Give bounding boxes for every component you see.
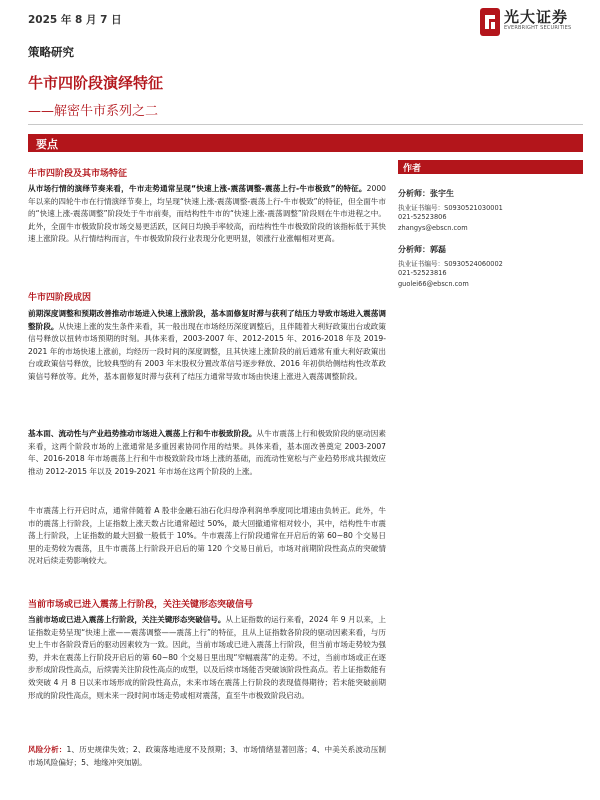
author-label: 作者	[403, 164, 422, 174]
department-label: 策略研究	[28, 45, 74, 59]
paragraph-rapid-rise	[28, 308, 386, 384]
section-heading-four-stages: 牛市四阶段及其市场特征	[28, 169, 128, 179]
brand-emblem-icon	[480, 8, 500, 36]
paragraph-lead: 前期深度调整和预期改善推动市场进入快速上涨阶段，基本面修复时滞与获利了结压力导致市场进入震荡调整阶段。	[28, 309, 386, 331]
report-subtitle: ——解密牛市系列之二	[28, 104, 159, 119]
risk-analysis	[28, 744, 386, 769]
analyst-name: 分析师：郭磊	[398, 245, 446, 254]
summary-header-bar	[28, 134, 583, 152]
paragraph-lead: 当前市场或已进入震荡上行阶段，关注关键形态突破信号。	[28, 615, 226, 624]
paragraph-body: 从上证指数的运行来看，2024 年 9 月以来，上证指数走势呈现“快速上涨——震荡调整——震荡上行”的特征，且从上证指数各阶段的驱动因素来看，与历史上牛市各阶段背后的驱动因素较为一致。因此，当前市场或已进入震荡上行阶段，但当前市场走势较为强势，并未在震荡上行阶段开启后的第 60~80 个交易日里出现“窄幅震荡”的走势。不过，当前市场或正在逐步形成阶段性高点，后续需关注阶段性高点的成型，以及后续市场能否突破该阶段性高点。若上证指数能有效突破 4 月 8 日以来市场形成的阶段性高点，未来市场在震荡上行阶段的表现值得期待；若未能突破前期形成的阶段性高点，则未来一段时间市场走势或相对震荡，直至牛市极致阶段启动。	[28, 615, 387, 700]
brand-name-cn: 光大证券	[504, 8, 569, 26]
analyst-email[interactable]: guolei66@ebscn.com	[398, 280, 469, 288]
risk-label: 风险分析：	[28, 745, 67, 754]
paragraph-lead: 基本面、流动性与产业趋势推动市场进入震荡上行和牛市极致阶段。	[28, 429, 257, 438]
section-heading-current-market: 当前市场或已进入震荡上行阶段，关注关键形态突破信号	[28, 600, 254, 610]
paragraph-body: 从快速上涨的发生条件来看，其一般出现在市场经历深度调整后，且伴随着大利好政策出台或政策信号释放以扭转市场预期的时刻。具体来看，2003-2007 年、2012-2015 年、2016-2018 年及 2019-2021 年的市场快速上涨前，均经历一段时间的深度调整，且其快速上涨阶段的前后通常有重大利好政策出台或政策信号释放，比较典型的有 2003 年末股权分置改革信号逐步释放、2016 年初供给侧结构性改革政策信号释放等。此外，基本面修复时滞与获利了结压力通常导致市场由快速上涨进入震荡调整阶段。	[28, 321, 387, 381]
analyst-license: 执业证书编号：S0930524060002	[398, 260, 503, 268]
paragraph-fundamentals	[28, 428, 386, 478]
analyst-license: 执业证书编号：S0930521030001	[398, 204, 503, 212]
paragraph-body: 从牛市震荡上行和极致阶段的驱动因素来看，这两个阶段市场的上涨通常是多重因素协同作用的结果。具体来看，基本面改善奠定 2003-2007 年、2016-2018 年市场震荡上行和牛市极致阶段市场上涨的基础，而流动性宽松与产业趋势形成共振效应推动 2012-2015 年以及 2019-2021 年市场在这两个阶段的上涨。	[28, 429, 387, 476]
brand-name-en: EVERBRIGHT SECURITIES	[504, 25, 572, 31]
analyst-email[interactable]: zhangys@ebscn.com	[398, 224, 468, 232]
paragraph-current-market	[28, 614, 386, 702]
paragraph-oscillation-start	[28, 505, 386, 568]
section-heading-causes: 牛市四阶段成因	[28, 293, 92, 303]
risk-text: 1、历史规律失效；2、政策落地进度不及预期；3、市场情绪显著回落；4、中美关系波动压制市场风险偏好；5、地缘冲突加剧。	[28, 745, 387, 767]
report-title: 牛市四阶段演绎特征	[28, 74, 164, 92]
paragraph-rhythm	[28, 183, 386, 246]
paragraph-body: 2000 年以来的四轮牛市在行情演绎节奏上，均呈现“快速上涨-震荡调整-震荡上行-牛市极致”的特征，但全面牛市的“快速上涨-震荡调整”阶段处于牛市前奏，而结构性牛市的“快速上涨-震荡调整”阶段则在牛市进程之中。此外，全面牛市极致阶段市场交易更活跃，区间日均换手率较高，而结构性牛市极致阶段的该指标低于其快速上涨阶段。从行情结构而言，牛市极致阶段行业表现分化更明显，领涨行业涨幅相对更高。	[28, 184, 386, 244]
paragraph-body: 牛市震荡上行开启时点，通常伴随着 A 股非金融石油石化归母净利润单季度同比增速由负转正。此外，牛市的震荡上行阶段，上证指数上涨天数占比通常超过 50%，最大回撤通常相对较小，其中，结构性牛市震荡上行阶段，上证指数的最大回撤一般低于 10%。牛市震荡上行阶段通常在开启后的第 60~80 个交易日里的走势较为震荡，且牛市震荡上行阶段开启后的第 120 个交易日前后，市场对前期阶段性高点的突破情况对后续走势影响较大。	[28, 506, 386, 566]
author-header-bar	[398, 160, 583, 174]
summary-label: 要点	[36, 138, 58, 151]
report-date: 2025 年 8 月 7 日	[28, 14, 122, 26]
analyst-phone: 021-52523816	[398, 269, 447, 277]
header-divider	[28, 124, 583, 125]
paragraph-lead: 从市场行情的演绎节奏来看，牛市走势通常呈现“快速上涨-震荡调整-震荡上行-牛市极致”的特征。	[28, 184, 367, 193]
analyst-phone: 021-52523806	[398, 213, 447, 221]
analyst-name: 分析师：张宇生	[398, 189, 454, 198]
